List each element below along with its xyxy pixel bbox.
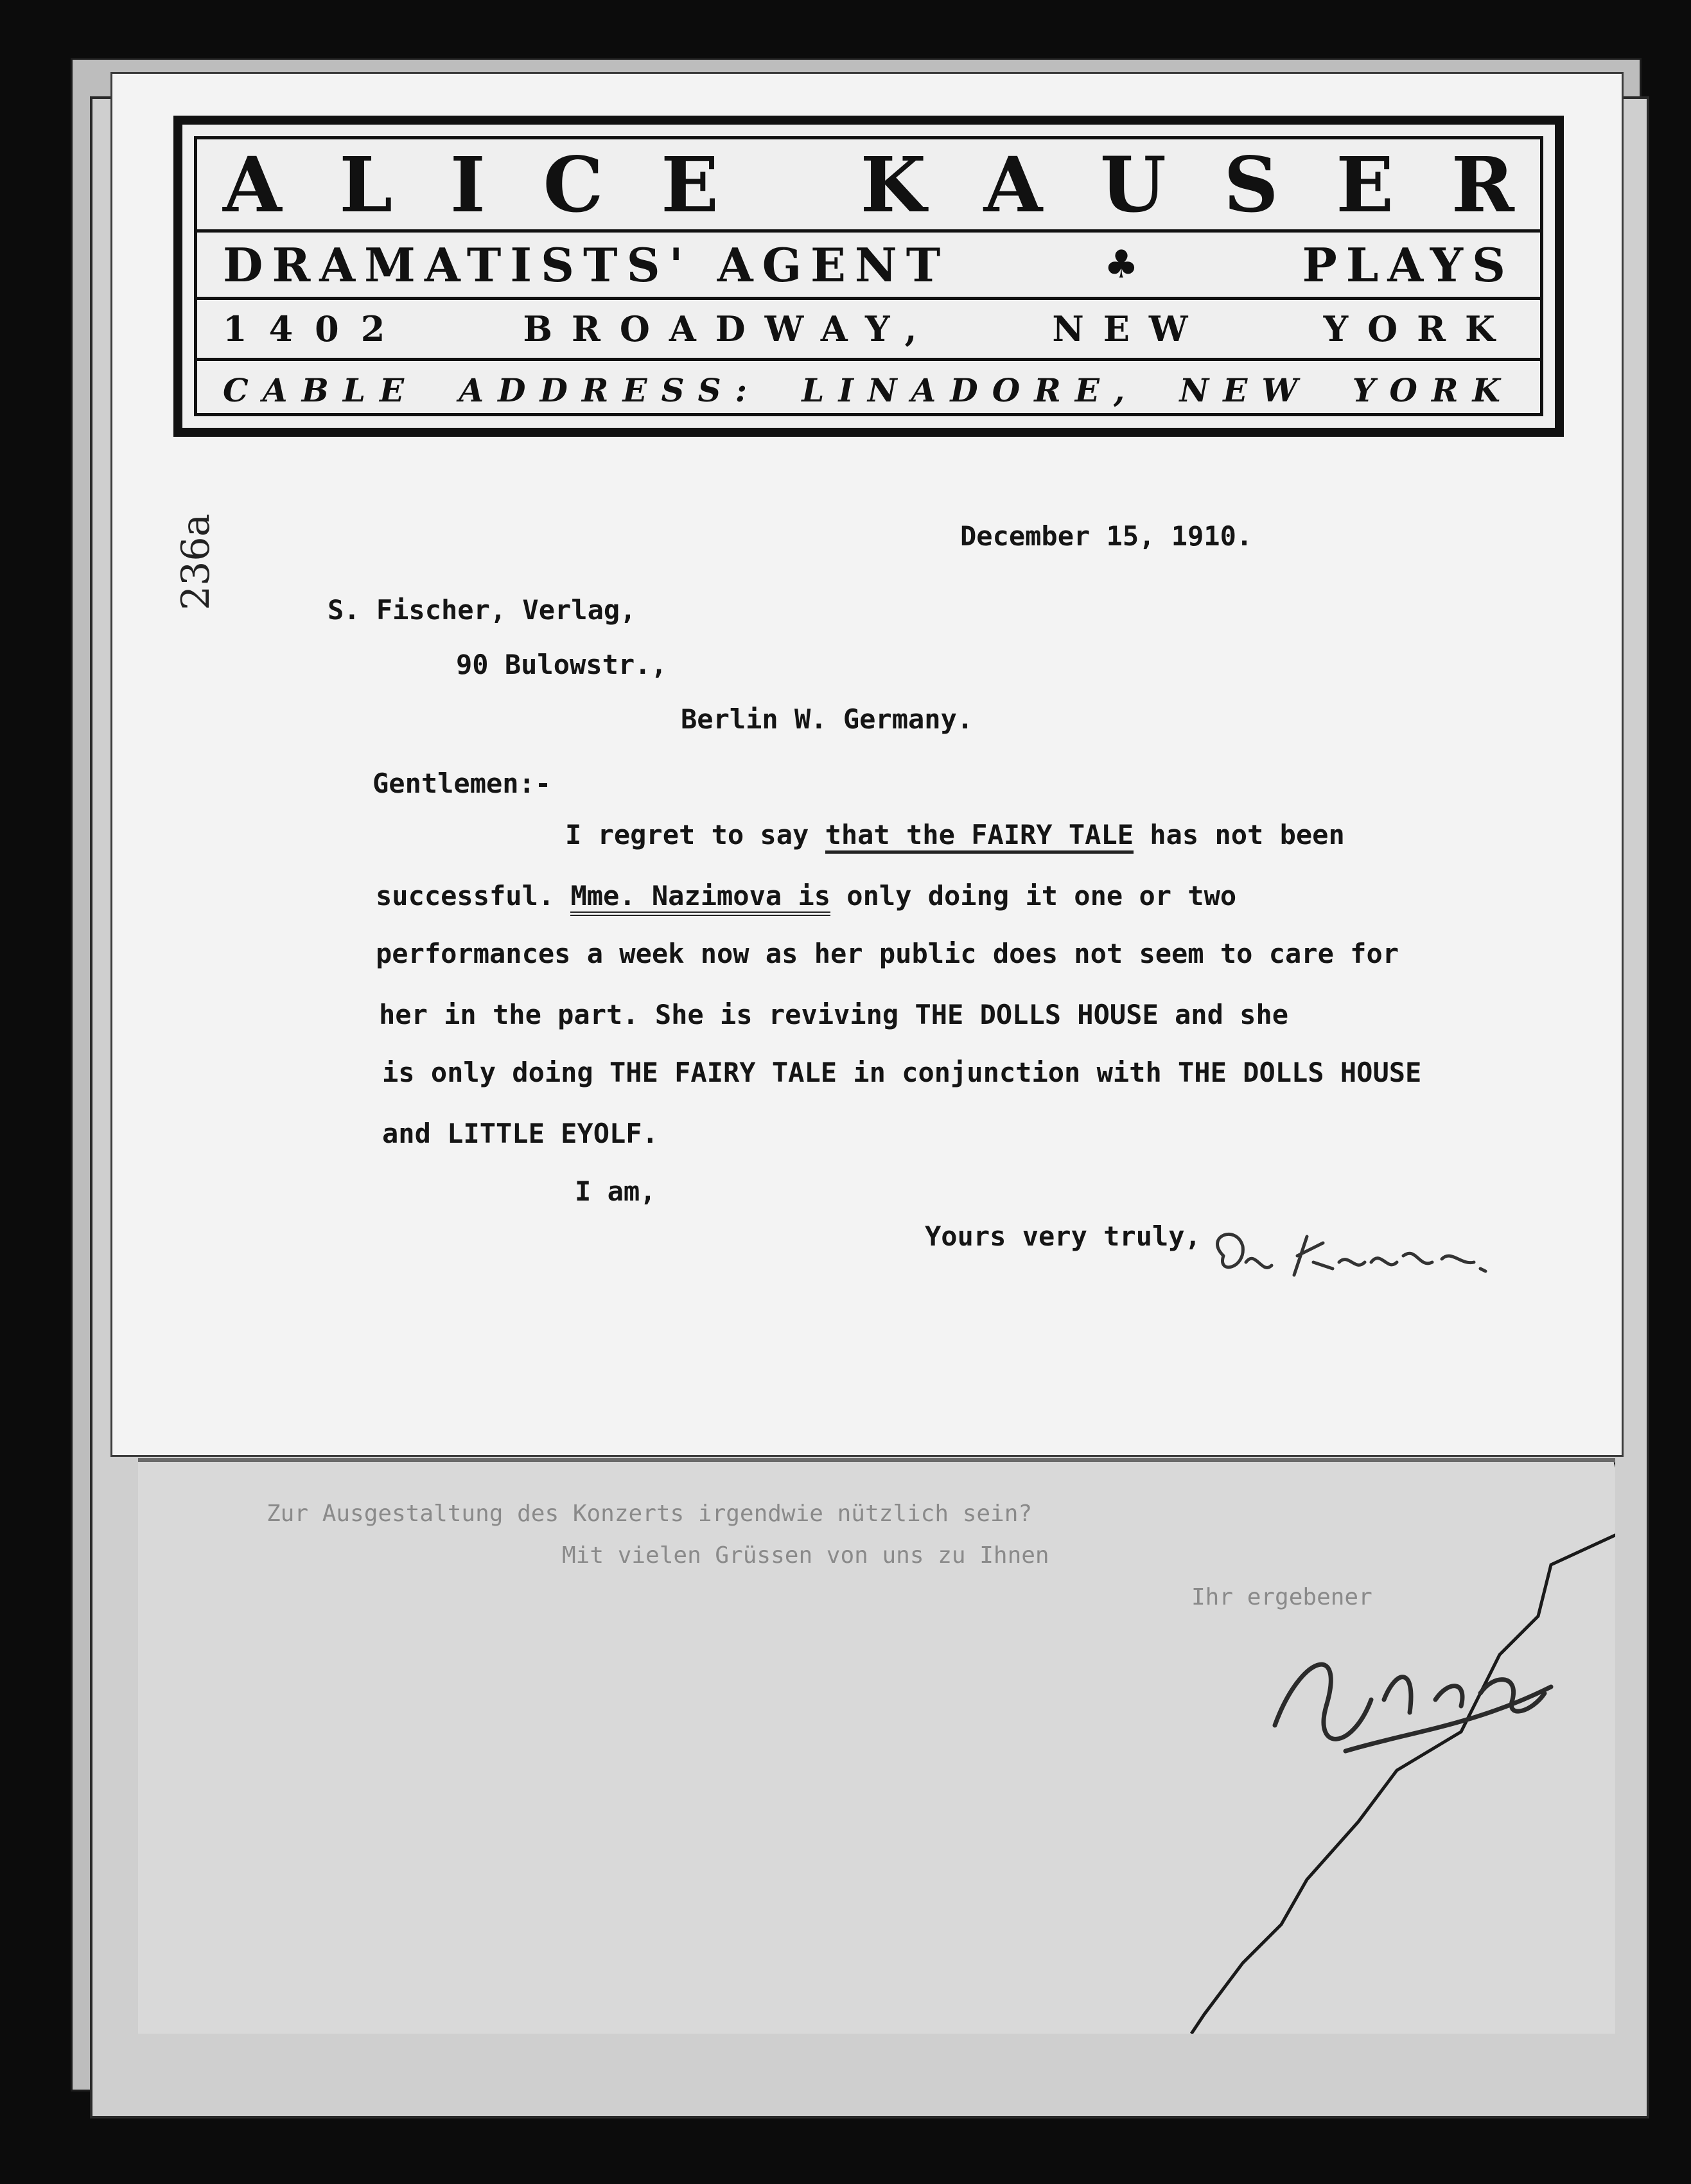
recipient-line-3: Berlin W. Germany. xyxy=(681,703,974,735)
paragraph-line-3: performances a week now as her public does not seem to care for xyxy=(376,938,1399,969)
paragraph-line-5: is only doing THE FAIRY TALE in conjunction with THE DOLLS HOUSE xyxy=(382,1057,1422,1088)
lower-line-1: Zur Ausgestaltung des Konzerts irgendwie nützlich sein? xyxy=(267,1501,1033,1527)
letterhead-name-letter: R xyxy=(1451,139,1514,229)
paragraph-line-2 xyxy=(376,880,1236,911)
letterhead-name-text xyxy=(223,140,1514,229)
letterhead-street-number: 1402 xyxy=(223,308,407,349)
letterhead-name-letter: I xyxy=(450,139,486,229)
letterhead-linadore: LINADORE, xyxy=(802,371,1139,409)
letterhead-address xyxy=(197,300,1540,361)
letterhead-plays: PLAYS xyxy=(1302,237,1514,292)
letterhead-name-letter: L xyxy=(339,139,393,229)
letterhead-city-2: YORK xyxy=(1323,308,1514,349)
letterhead-inner-frame xyxy=(194,136,1543,416)
letterhead-cable-new: NEW xyxy=(1179,371,1312,409)
letterhead-cable-word: CABLE xyxy=(223,371,419,409)
letterhead-name-letter: E xyxy=(661,139,719,229)
letterhead-name xyxy=(197,139,1540,233)
letterhead-profession xyxy=(197,233,1540,300)
closing-i-am: I am, xyxy=(575,1176,656,1207)
paragraph-line-1 xyxy=(565,819,1345,850)
recipient-line-2: 90 Bulowstr., xyxy=(456,649,667,680)
letterhead-street: BROADWAY, xyxy=(523,308,936,349)
closing-yours: Yours very truly, xyxy=(925,1220,1201,1252)
letterhead-name-letter: E xyxy=(1336,139,1394,229)
lower-line-3: Ihr ergebener xyxy=(1191,1584,1372,1610)
paragraph-line-4: her in the part. She is reviving THE DOLLS HOUSE and she xyxy=(379,999,1289,1030)
p2-part-c: only doing it one or two xyxy=(830,880,1237,911)
p1-part-c: has not been xyxy=(1134,819,1345,850)
letterhead-dramatists-agent: DRAMATISTS' AGENT xyxy=(223,237,950,292)
letterhead-address-word: ADDRESS: xyxy=(459,371,762,409)
letterhead-city-1: NEW xyxy=(1052,308,1207,349)
letterhead-name-letter: C xyxy=(543,139,604,229)
kauser-signature xyxy=(1198,1211,1506,1294)
letterhead-cable xyxy=(197,361,1540,419)
salutation: Gentlemen:- xyxy=(372,768,552,799)
paragraph-line-6: and LITTLE EYOLF. xyxy=(382,1118,658,1149)
fischer-signature xyxy=(1249,1603,1570,1770)
letterhead-name-letter: S xyxy=(1223,139,1279,229)
clover-icon: ♣ xyxy=(1104,242,1148,287)
recipient-line-1: S. Fischer, Verlag, xyxy=(328,594,636,626)
lower-sheet xyxy=(138,1458,1615,2034)
letterhead-cable-york: YORK xyxy=(1352,371,1514,409)
lower-line-2: Mit vielen Grüssen von uns zu Ihnen xyxy=(562,1542,1049,1569)
letterhead-name-letter: K xyxy=(860,139,927,229)
letterhead-name-letter: A xyxy=(983,139,1043,229)
letterhead xyxy=(173,116,1564,437)
p2-part-a: successful. xyxy=(376,880,571,911)
p2-underlined: Mme. Nazimova is xyxy=(570,880,830,916)
p1-part-a: I regret to say xyxy=(565,819,825,850)
letterhead-name-letter xyxy=(776,140,803,229)
archive-margin-note: 236a xyxy=(173,513,218,610)
letter-page xyxy=(112,74,1622,1455)
letter-date: December 15, 1910. xyxy=(960,520,1253,552)
letterhead-name-letter: U xyxy=(1100,139,1166,229)
letterhead-name-letter: A xyxy=(223,139,282,229)
p1-underlined: that the FAIRY TALE xyxy=(825,819,1134,854)
